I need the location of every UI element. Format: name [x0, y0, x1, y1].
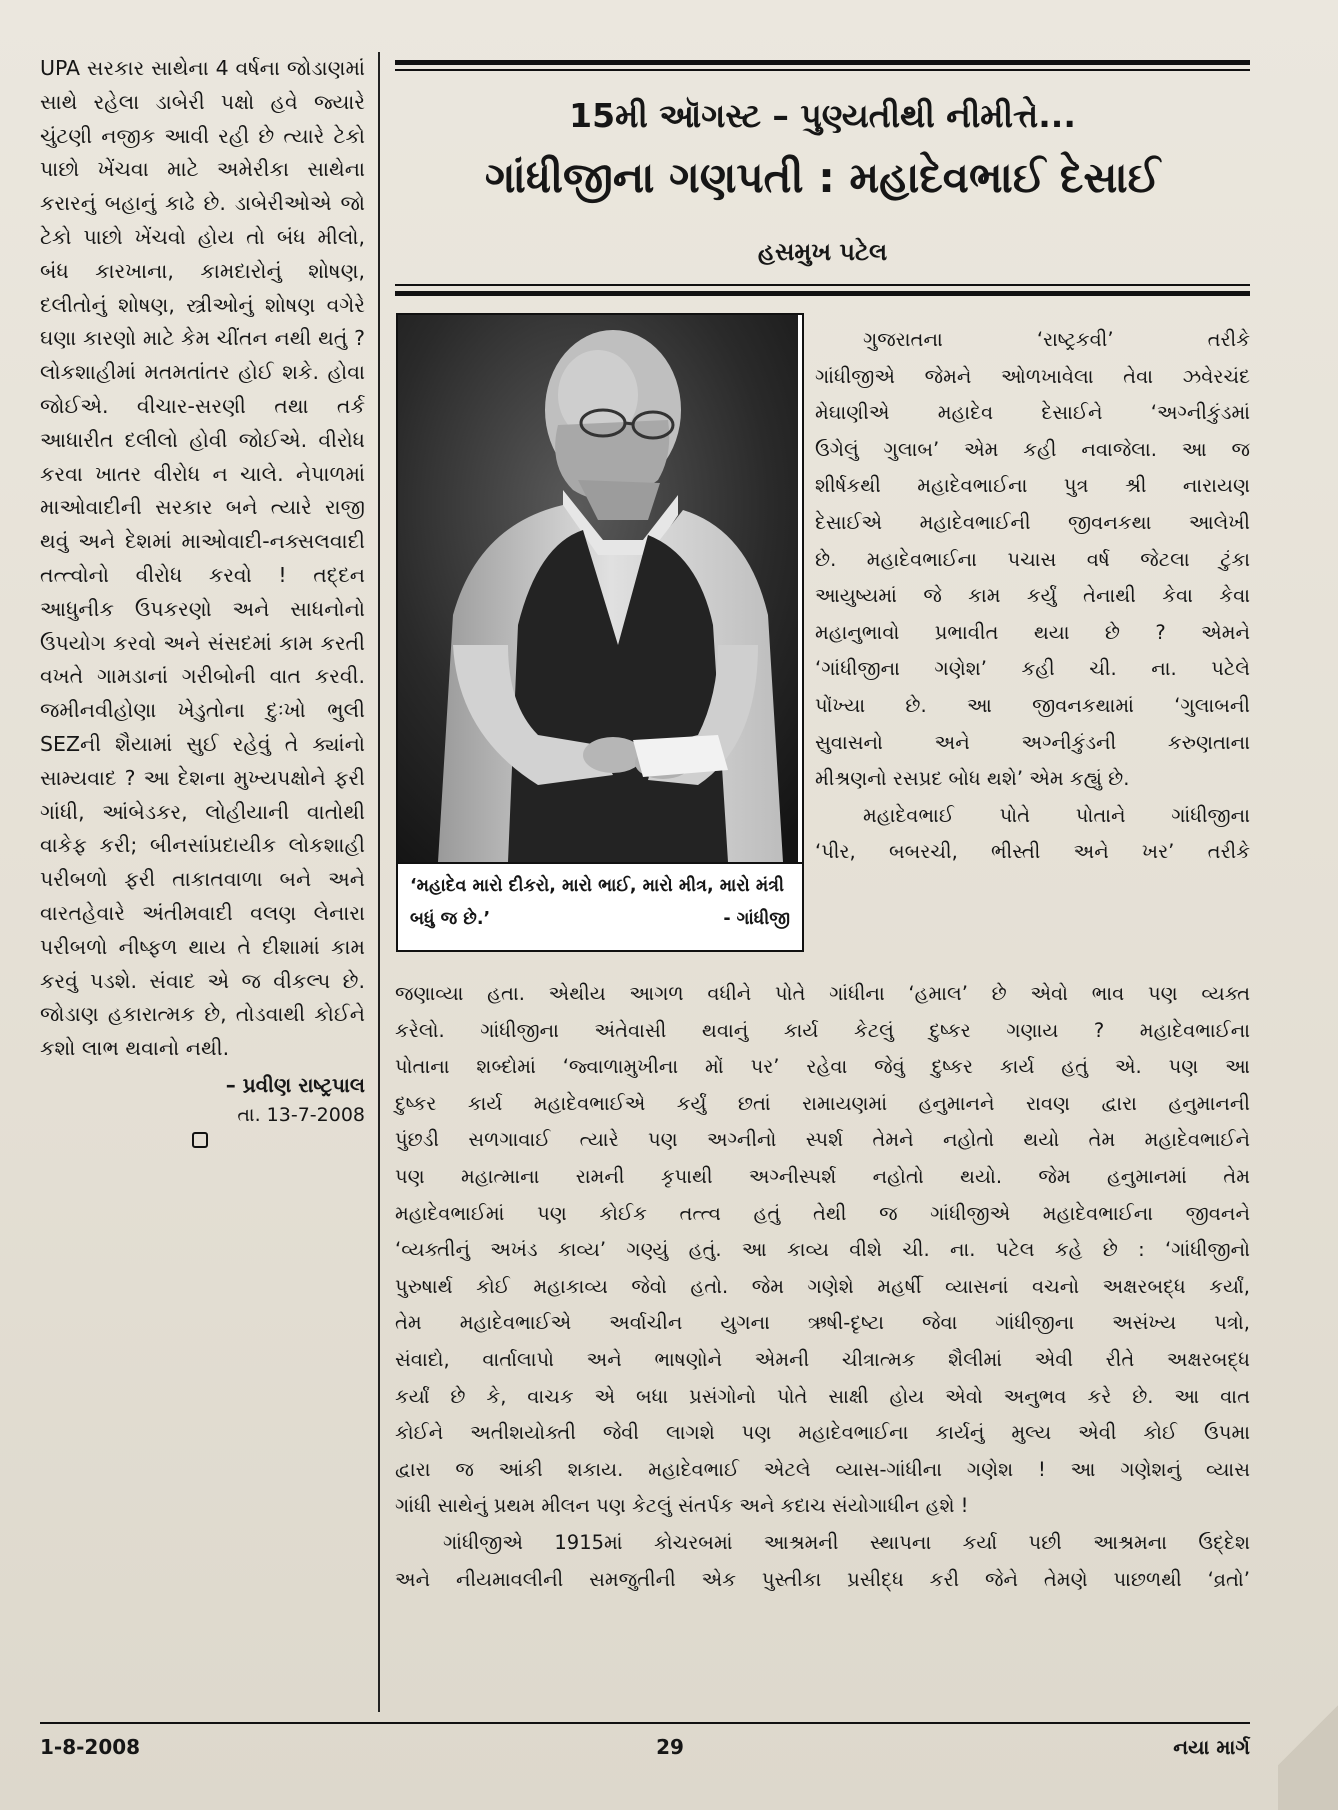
article-line: મહાનુભાવો પ્રભાવીત થયા છે ? એમને	[815, 620, 1250, 644]
article-line: કોઈને અતીશયોક્તી જેવી લાગશે પણ મહાદેવભાઈના કાર્યનું મુલ્ય એવી કોઈ ઉપમા	[395, 1421, 1250, 1445]
article-line: પણ મહાત્માના રામની કૃપાથી અગ્નીસ્પર્શ નહોતો થયો. જેમ હનુમાનમાં તેમ	[395, 1164, 1250, 1188]
footer-page-number: 29	[656, 1735, 684, 1759]
article-line: સંવાદો, વાર્તાલાપો અને ભાષણોને એમની ચીત્રાત્મક શૈલીમાં એવી રીતે અક્ષરબદ્ધ	[395, 1347, 1250, 1371]
portrait-photo	[396, 313, 804, 952]
article-line: મેઘાણીએ મહાદેવ દેસાઈને ‘અગ્નીકુંડમાં	[815, 401, 1250, 425]
article-line: દ્વારા જ આંકી શકાય. મહાદેવભાઈ એટલે વ્યાસ-ગાંધીના ગણેશ ! આ ગણેશનું વ્યાસ	[395, 1457, 1250, 1481]
article-line: પુંછડી સળગાવાઈ ત્યારે પણ અગ્નીનો સ્પર્શ તેમને નહોતો થયો તેમ મહાદેવભાઈને	[395, 1128, 1250, 1152]
article-line: કરેલો. ગાંધીજીના અંતેવાસી થવાનું કાર્ય કેટલું દુષ્કર ગણાય ? મહાદેવભાઈના	[395, 1018, 1250, 1042]
article-line: છે. મહાદેવભાઈના પચાસ વર્ષ જેટલા ટુંકા	[815, 547, 1250, 571]
article-line: કર્યાં છે કે, વાચક એ બધા પ્રસંગોનો પોતે સાક્ષી હોય એવો અનુભવ કરે છે. આ વાત	[395, 1384, 1250, 1408]
header-rule-bottom-thin	[395, 284, 1250, 286]
article-line: અને નીયમાવલીની સમજુતીની એક પુસ્તીકા પ્રસીદ્ધ કરી જેને તેમણે પાછળથી ‘વ્રતો’	[395, 1567, 1250, 1591]
article-text-right	[815, 322, 1250, 871]
article-line: મહાદેવભાઈમાં પણ કોઈક તત્ત્વ હતું તેથી જ ગાંધીજીએ મહાદેવભાઈના જીવનને	[395, 1201, 1250, 1225]
article-line: ગાંધીજીએ 1915માં કોચરબમાં આશ્રમની સ્થાપના કર્યા પછી આશ્રમના ઉદ્દેશ	[443, 1530, 1250, 1554]
article-title: ગાંધીજીના ગણપતી : મહાદેવભાઈ દેસાઈ	[484, 153, 1161, 202]
article-line: સુવાસનો અને અગ્નીકુંડની કરુણતાના	[815, 730, 1250, 754]
portrait-image	[398, 315, 798, 862]
article-line: મહાદેવભાઈ પોતે પોતાને ગાંધીજીના	[863, 803, 1250, 827]
article-line: પુરુષાર્થ કોઈ મહાકાવ્ય જેવો હતો. જેમ ગણેશે મહર્ષી વ્યાસનાં વચનો અક્ષરબદ્ધ કર્યાં,	[395, 1274, 1250, 1298]
footer-publication: નયા માર્ગ	[1173, 1735, 1250, 1759]
article-line: પોતાના શબ્દોમાં ‘જ્વાળામુખીના મોં પર’ રહેવા જેવું દુષ્કર કાર્ય હતું એ. પણ આ	[395, 1055, 1250, 1079]
photo-caption	[398, 862, 802, 942]
left-column-letter	[40, 52, 365, 1712]
photo-caption-attribution: - ગાંધીજી	[723, 909, 790, 929]
photo-caption-quote: ‘મહાદેવ મારો દીકરો, મારો ભાઈ, મારો મીત્ર, મારો મંત્રી બધું જ છે.’	[410, 876, 784, 929]
footer-rule	[40, 1722, 1250, 1724]
article-line: ‘ગાંધીજીના ગણેશ’ કહી ચી. ના. પટેલે	[815, 657, 1250, 681]
header-rule-top-thin	[395, 69, 1250, 71]
header-rule-top	[395, 60, 1250, 65]
page-fold	[1278, 1660, 1338, 1810]
article-line: તેમ મહાદેવભાઈએ અર્વાચીન યુગના ઋષી-દૃષ્ટા જેવા ગાંધીજીના અસંખ્ય પત્રો,	[395, 1311, 1250, 1335]
article-line: પોંખ્યા છે. આ જીવનકથામાં ‘ગુલાબની	[815, 693, 1250, 717]
article-line: ગાંધીજીએ જેમને ઓળખાવેલા તેવા ઝવેરચંદ	[815, 364, 1250, 388]
article-line: જણાવ્યા હતા. એથીય આગળ વધીને પોતે ગાંધીના ‘હમાલ’ છે એવો ભાવ પણ વ્યક્ત	[395, 982, 1250, 1005]
article-line: ગાંધી સાથેનું પ્રથમ મીલન પણ કેટલું સંતર્પક અને કદાચ સંયોગાધીન હશે !	[395, 1494, 969, 1518]
article-line: દુષ્કર કાર્ય મહાદેવભાઈએ કર્યું છતાં રામાયણમાં હનુમાનને રાવણ દ્વારા હનુમાનની	[395, 1091, 1250, 1115]
article-line: ‘પીર, બબરચી, ભીસ્તી અને ખર’ તરીકે	[815, 840, 1250, 864]
article-line: ઉગેલું ગુલાબ’ એમ કહી નવાજેલા. આ જ	[815, 437, 1250, 461]
article-kicker: 15મી ઑગસ્ટ – પુણ્યતીથી નીમીત્તે...	[569, 96, 1076, 135]
article-line: દેસાઈએ મહાદેવભાઈની જીવનકથા આલેખી	[815, 510, 1250, 534]
article-line: ગુજરાતના ‘રાષ્ટ્રકવી’ તરીકે	[863, 328, 1250, 351]
left-column-text: UPA સરકાર સાથેના 4 વર્ષના જોડાણમાં સાથે રહેલા ડાબેરી પક્ષો હવે જ્યારે ચુંટણી નજીક આવી રહી છે ત્યારે ટેકો પાછો ખેંચવા માટે અમેરીકા સાથેના કરારનું બહાનું કાઢે છે. ડાબેરીઓએ જો ટેકો પાછો ખેંચવો હોય તો બંધ મીલો, બંધ કારખાના, કામદારોનું શોષણ, દલીતોનું શોષણ, સ્ત્રીઓનું શોષણ વગેરે ઘણા કારણો માટે કેમ ચીંતન નથી થતું ? લોકશાહીમાં મતમતાંતર હોઈ શકે. હોવા જોઈએ. વીચાર-સરણી તથા તર્ક આધારીત દલીલો હોવી જોઈએ. વીરોધ કરવા ખાતર વીરોધ ન ચાલે. નેપાળમાં માઓવાદીની સરકાર બને ત્યારે રાજી થવું અને દેશમાં માઓવાદી-નક્સલવાદી તત્ત્વોનો વીરોધ કરવો ! તદ્દન આધુનીક ઉપકરણો અને સાધનોનો ઉપયોગ કરવો અને સંસદમાં કામ કરતી વખતે ગામડાનાં ગરીબોની વાત કરવી. જમીનવીહોણા ખેડુતોના દુઃખો ભુલી SEZની શૈયામાં સુઈ રહેવું તે ક્યાંનો સામ્યવાદ ? આ દેશના મુખ્યપક્ષોને ફરી ગાંધી, આંબેડકર, લોહીયાની વાતોથી વાકેફ કરી; બીનસાંપ્રદાયીક લોકશાહી પરીબળો ફરી તાકાતવાળા બને અને વારતહેવારે અંતીમવાદી વલણ લેનારા પરીબળો નીષ્ફળ થાય તે દીશામાં કામ કરવું પડશે. સંવાદ એ જ વીકલ્પ છે. જોડાણ હકારાત્મક છે, તોડવાથી કોઈને કશો લાભ થવાનો નથી.	[40, 56, 365, 1061]
article-line: મીશ્રણનો રસપ્રદ બોધ થશે’ એમ કહ્યું છે.	[815, 767, 1130, 791]
left-column-signature: – પ્રવીણ રાષ્ટ્રપાલ	[225, 1072, 365, 1097]
column-divider	[378, 52, 380, 1712]
end-mark-icon	[192, 1132, 208, 1148]
article-line: આયુષ્યમાં જે કામ કર્યું તેનાથી કેવા કેવા	[815, 584, 1250, 608]
article-line: શીર્ષકથી મહાદેવભાઈના પુત્ર શ્રી નારાયણ	[815, 474, 1250, 498]
left-column-date: તા. 13-7-2008	[237, 1103, 365, 1126]
article-byline: હસમુખ પટેલ	[757, 238, 888, 266]
article-text-full	[395, 976, 1250, 1598]
footer-date: 1-8-2008	[40, 1735, 141, 1759]
header-rule-bottom	[395, 291, 1250, 296]
article-line: ‘વ્યક્તીનું અખંડ કાવ્ય’ ગણ્યું હતું. આ કાવ્ય વીશે ચી. ના. પટેલ કહે છે : ‘ગાંધીજીનો	[395, 1238, 1251, 1262]
